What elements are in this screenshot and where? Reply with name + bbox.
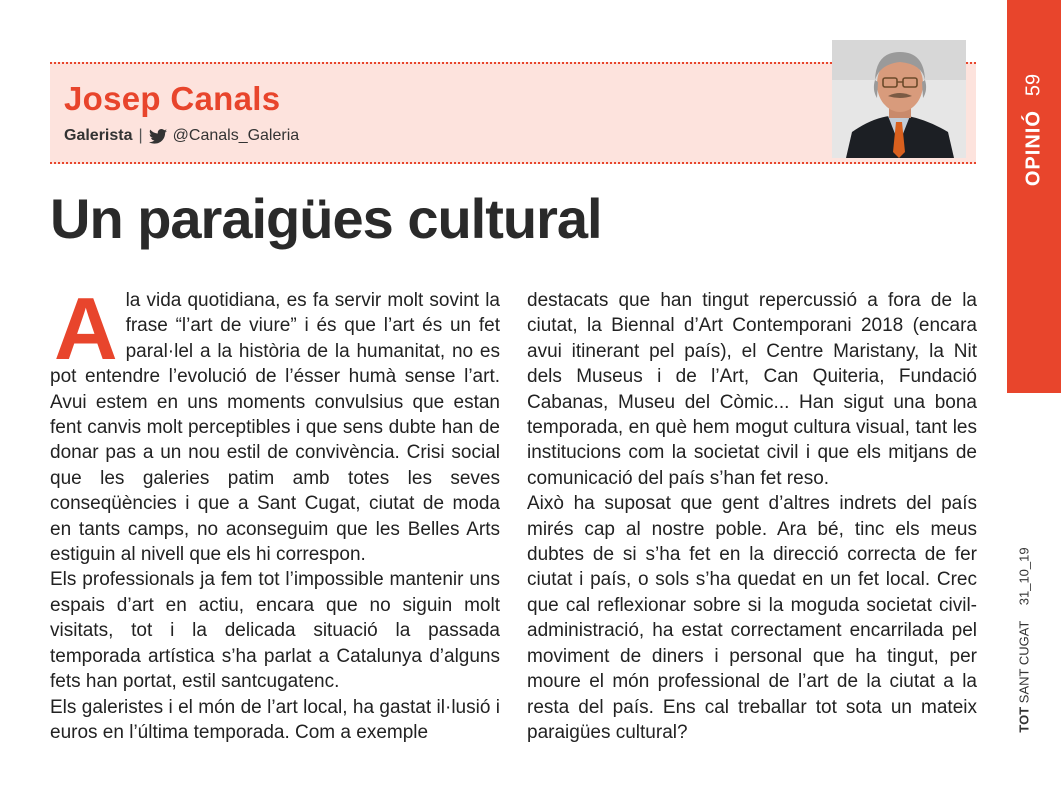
- paragraph: Els galeristes i el món de l’art local, ha gastat il·lusió i euros en l’última temporada. Com a exemple: [50, 696, 500, 743]
- publication-brand: TOT: [1016, 706, 1032, 733]
- paragraph: Això ha suposat que gent d’altres indrets del país mirés cap al nostre poble. Ara bé, tinc els meus dubtes de si s’ha fet en la direcció correcta de fer ciutat i país, o sols s’ha quedat en un fet local. Crec que cal reflexionar sobre si la moguda societat civil-administració, ha estat correctament encarrilada pel moviment de diners i personal que ha tingut, per moure el món professional de l’art de la ciutat a la resta del país. Ens cal treballar tot sota un mateix paraigües cultural?: [527, 493, 977, 743]
- drop-cap: A: [54, 279, 118, 378]
- publication-footer: [1017, 547, 1032, 732]
- twitter-bird-icon: [149, 129, 167, 144]
- twitter-handle: @Canals_Galeria: [172, 127, 300, 144]
- article-title: Un paraigües cultural: [50, 187, 602, 250]
- paragraph: destacats que han tingut repercussió a fora de la ciutat, la Biennal d’Art Contemporani 2018 (encara avui itinerant pel país), el Centre Maristany, la Nit dels Museus i de l’Art, Can Quiteria, Fundació Cabanas, Museu del Còmic... Han sigut una bona temporada, en què hem mogut cultura visual, tant les institucions com la societat civil i que els mitjans de comunicació del país s’han fet reso.: [527, 290, 977, 489]
- author-role: Galerista: [64, 127, 133, 144]
- paragraph: la vida quotidiana, es fa servir molt sovint la frase “l’art de viure” i és que l’art és un fet paral·lel a la història de la humanitat, no es pot entendre l’evolució de l’ésser humà sense l’art. Avui estem en uns moments convulsius que estan fent canvis molt perceptibles i que sens dubte han de donar pas a un nou estil de convivència. Crisi social que les galeries patim amb totes les seves conseqüències i que a Sant Cugat, ciutat de moda en tants camps, no aconseguim que les Belles Arts estiguin al nivell que els hi correspon.: [50, 290, 500, 566]
- publication-city: SANT CUGAT: [1016, 620, 1032, 704]
- byline-separator: |: [138, 127, 143, 144]
- publication-date: 31_10_19: [1016, 547, 1032, 606]
- author-photo: [832, 40, 966, 158]
- article-column-right: [527, 288, 977, 745]
- section-tab: [1007, 0, 1061, 393]
- author-name: Josep Canals: [64, 80, 281, 117]
- paragraph: Els professionals ja fem tot l’impossible mantenir uns espais d’art en actiu, encara que no siguin molt visitats, tot i la delicada situació la passada temporada artística s’ha parlat a Catalunya d’alguns fets han portat, estil santcugatenc.: [50, 569, 500, 693]
- section-name: OPINIÓ: [1022, 110, 1045, 187]
- page-number: 59: [1022, 73, 1045, 97]
- section-label: [1023, 74, 1046, 186]
- author-byline: [64, 127, 299, 145]
- article-column-left: [50, 279, 500, 745]
